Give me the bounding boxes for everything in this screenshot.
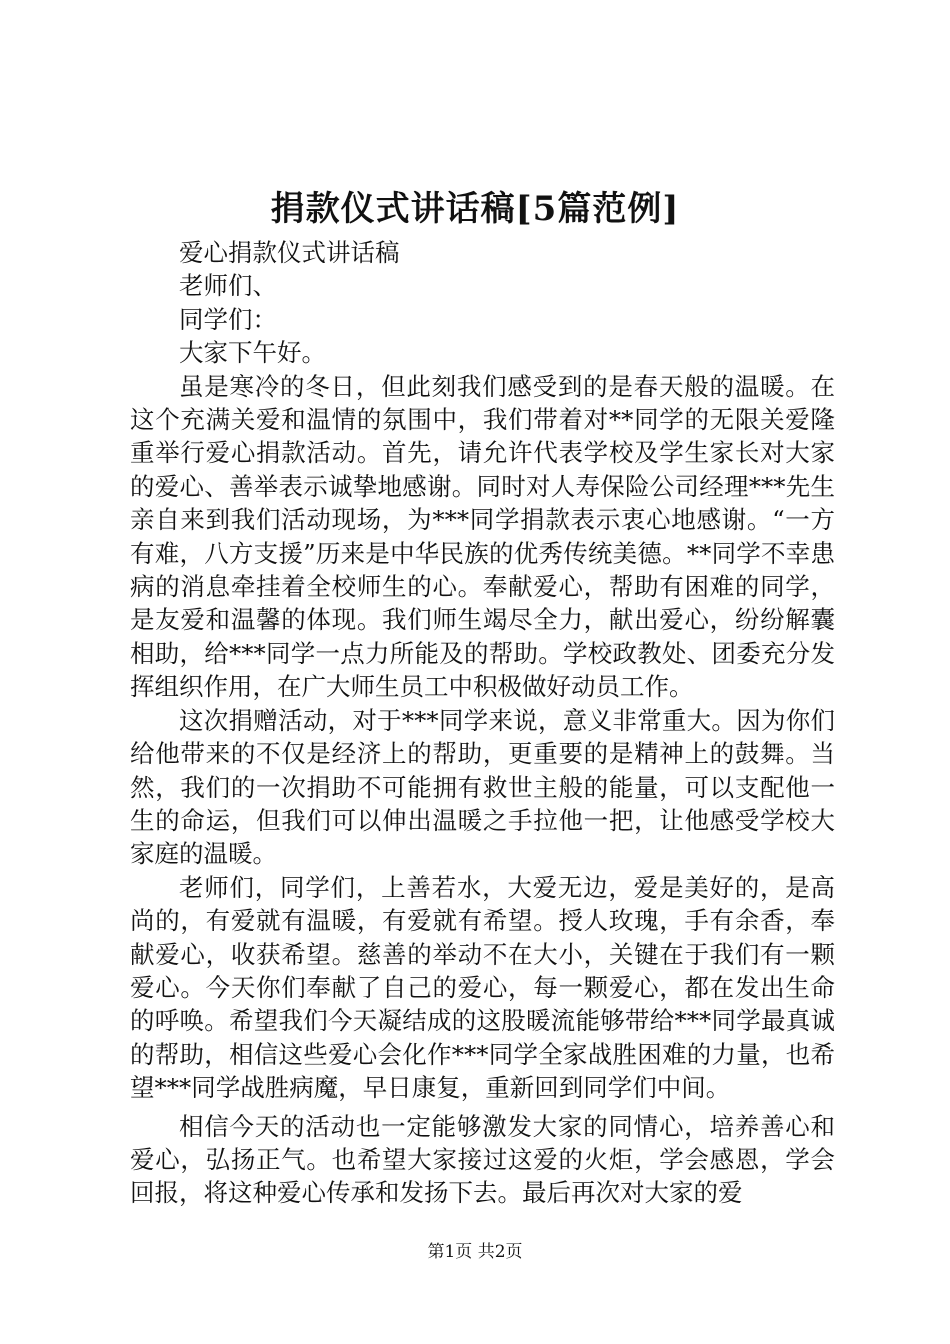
paragraph-greeting: 大家下午好。 — [179, 338, 326, 368]
document-title: 捐款仪式讲话稿[5篇范例] — [270, 189, 680, 229]
page-footer: 第1页 共2页 — [427, 1242, 523, 1262]
paragraph-body-1: 虽是寒冷的冬日，但此刻我们感受到的是春天般的温暖。在这个充满关爱和温情的氛围中，我们带着对**同学的无限关爱隆重举行爱心捐款活动。首先，请允许代表学校及学生家长对大家的爱心、善举表示诚挚地感谢。同时对人寿保险公司经理***先生亲自来到我们活动现场，为***同学捐款表示衷心地感谢。“一方有难，八方支援”历来是中华民族的优秀传统美德。**同学不幸患病的消息牵挂着全校师生的心。奉献爱心，帮助有困难的同学，是友爱和温馨的体现。我们师生竭尽全力，献出爱心，纷纷解囊相助，给***同学一点力所能及的帮助。学校政教处、团委充分发挥组织作用，在广大师生员工中积极做好动员工作。 — [130, 371, 835, 702]
paragraph-body-2: 这次捐赠活动，对于***同学来说，意义非常重大。因为你们给他带来的不仅是经济上的帮助，更重要的是精神上的鼓舞。当然，我们的一次捐助不可能拥有救世主般的能量，可以支配他一生的命运，但我们可以伸出温暖之手拉他一把，让他感受学校大家庭的温暖。 — [130, 705, 835, 869]
paragraph-salutation-teachers: 老师们、 — [179, 271, 277, 301]
paragraph-body-4: 相信今天的活动也一定能够激发大家的同情心，培养善心和爱心，弘扬正气。也希望大家接过这爱的火炬，学会感恩，学会回报，将这种爱心传承和发扬下去。最后再次对大家的爱 — [130, 1111, 835, 1208]
paragraph-salutation-students: 同学们： — [179, 304, 277, 334]
paragraph-heading: 爱心捐款仪式讲话稿 — [179, 238, 400, 267]
paragraph-body-3: 老师们，同学们，上善若水，大爱无边，爱是美好的，是高尚的，有爱就有温暖，有爱就有希望。授人玫瑰，手有余香，奉献爱心，收获希望。慈善的举动不在大小，关键在于我们有一颗爱心。今天你们奉献了自己的爱心，每一颗爱心，都在发出生命的呼唤。希望我们今天凝结成的这股暖流能够带给***同学最真诚的帮助，相信这些爱心会化作***同学全家战胜困难的力量，也希望***同学战胜病魔，早日康复，重新回到同学们中间。 — [130, 872, 835, 1103]
document-body — [130, 236, 835, 1210]
